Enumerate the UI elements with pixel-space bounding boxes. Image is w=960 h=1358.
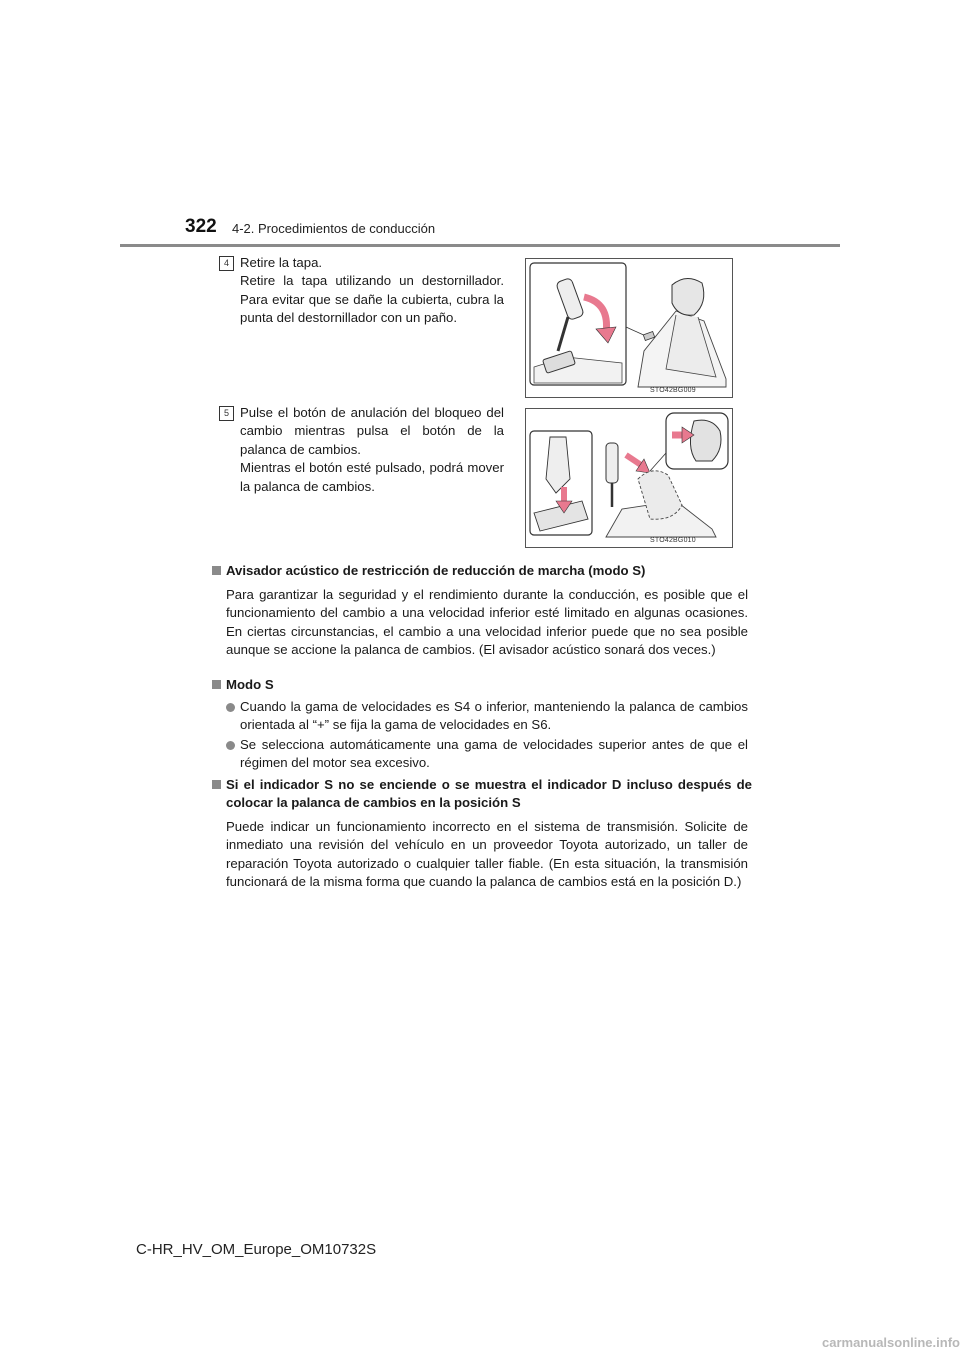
watermark: carmanualsonline.info	[822, 1335, 960, 1350]
illustration-shift-lock-override	[526, 409, 732, 547]
step-4-line-2: Retire la tapa utilizando un destornillador. Para evitar que se dañe la cubierta, cubra la punta del destornillador con un paño.	[240, 273, 504, 326]
step-5-line-2: Mientras el botón esté pulsado, podrá mover la palanca de cambios.	[240, 460, 504, 494]
section-heading-s-mode: Modo S	[212, 676, 752, 694]
s-mode-bullet-1: Cuando la gama de velocidades es S4 o inferior, manteniendo la palanca de cambios orientada al “+” se fija la gama de velocidades en S6.	[240, 699, 748, 733]
section-marker-icon	[212, 566, 221, 575]
section-body-s-indicator: Puede indicar un funcionamiento incorrecto en el sistema de transmisión. Solicite de inmediato una revisión del vehículo en un proveedor Toyota autorizado, un taller de reparación Toyota autorizado o cualquier taller fiable. (En esta situación, la transmisión funcionará de la misma forma que cuando la palanca de cambios está en la posición D.)	[226, 819, 748, 890]
figure-remove-cover	[525, 258, 733, 398]
step-number-5: 5	[219, 406, 234, 421]
bullet-dot-icon	[226, 741, 235, 750]
bullet-dot-icon	[226, 703, 235, 712]
figure-shift-lock-release	[525, 408, 733, 548]
section-marker-icon	[212, 680, 221, 689]
section-heading-s-indicator: Si el indicador S no se enciende o se muestra el indicador D incluso después de colocar la palanca de cambios en la posición S	[212, 776, 752, 813]
step-5-line-1: Pulse el botón de anulación del bloqueo del cambio mientras pulsa el botón de la palanca de cambios.	[240, 405, 504, 457]
figure-code: STO42BG009	[650, 387, 696, 394]
header-divider	[120, 244, 840, 247]
section-title: 4-2. Procedimientos de conducción	[232, 221, 436, 236]
illustration-screwdriver-cover	[526, 259, 732, 397]
step-number-4: 4	[219, 256, 234, 271]
s-mode-bullet-2: Se selecciona automáticamente una gama de velocidades superior antes de que el régimen del motor sea excesivo.	[240, 737, 748, 771]
figure-code: STO42BG010	[650, 537, 696, 544]
step-4-text	[240, 254, 504, 328]
page-number: 322	[185, 216, 217, 237]
step-5-text	[240, 404, 504, 496]
footer-document-id: C-HR_HV_OM_Europe_OM10732S	[136, 1241, 377, 1258]
step-4-line-1: Retire la tapa.	[240, 255, 323, 270]
section-body-downshift-buzzer: Para garantizar la seguridad y el rendimiento durante la conducción, es posible que el funcionamiento del cambio a una velocidad inferior esté limitado en algunas ocasiones. En ciertas circunstancias, el cambio a una velocidad inferior puede que no sea posible aunque se accione la palanca de cambios. (El avisador acústico sonará dos veces.)	[226, 587, 748, 658]
section-heading-downshift-buzzer: Avisador acústico de restricción de reducción de marcha (modo S)	[212, 562, 752, 580]
section-marker-icon	[212, 780, 221, 789]
